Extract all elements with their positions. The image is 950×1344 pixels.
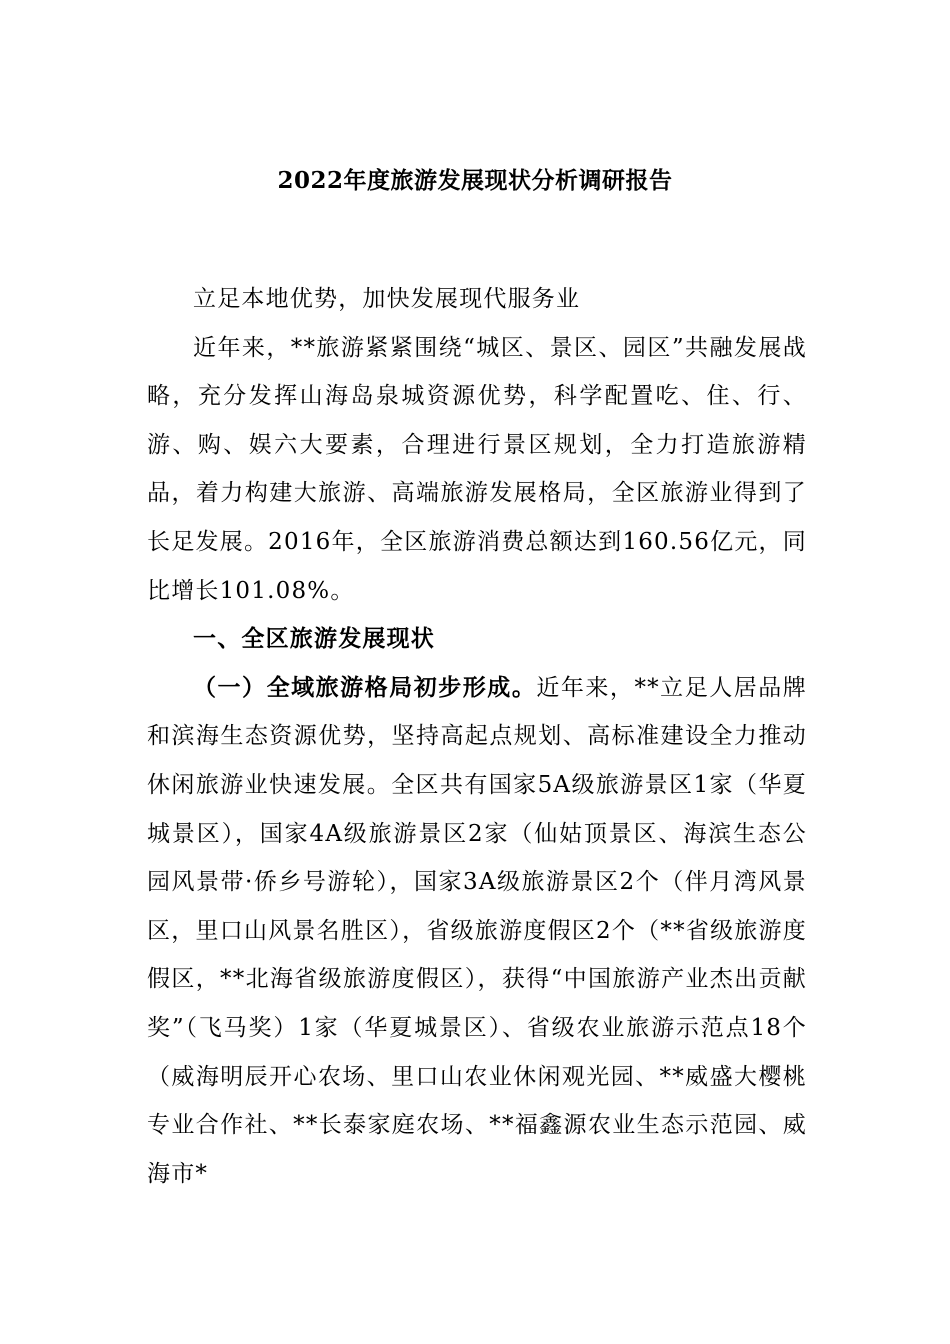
- document-body: [147, 275, 807, 1198]
- paragraph-text: 近年来，**立足人居品牌和滨海生态资源优势，坚持高起点规划、高标准建设全力推动休闲旅游业快速发展。全区共有国家5A级旅游景区1家（华夏城景区），国家4A级旅游景区2家（仙姑顶景区、海滨生态公园风景带·侨乡号游轮），国家3A级旅游景区2个（伴月湾风景区，里口山风景名胜区），省级旅游度假区2个（**省级旅游度假区，**北海省级旅游度假区），获得“中国旅游产业杰出贡献奖”（飞马奖）1家（华夏城景区）、省级农业旅游示范点18个（威海明辰开心农场、里口山农业休闲观光园、**威盛大樱桃专业合作社、**长泰家庭农场、**福鑫源农业生态示范园、威海市*: [147, 674, 807, 1187]
- paragraph-text: 近年来，**旅游紧紧围绕“城区、景区、园区”共融发展战略，充分发挥山海岛泉城资源优势，科学配置吃、住、行、游、购、娱六大要素，合理进行景区规划，全力打造旅游精品，着力构建大旅游、高端旅游发展格局，全区旅游业得到了长足发展。2016年，全区旅游消费总额达到160.56亿元，同比增长101.08%。: [147, 334, 807, 604]
- section-heading: [147, 615, 807, 664]
- subtitle-paragraph: [147, 275, 807, 324]
- intro-paragraph: [147, 324, 807, 616]
- document-title: 2022年度旅游发展现状分析调研报告: [277, 167, 673, 194]
- section-paragraph: [147, 664, 807, 1199]
- paragraph-text: 立足本地优势，加快发展现代服务业: [193, 286, 581, 312]
- heading-text: 一、全区旅游发展现状: [193, 625, 435, 653]
- paragraph-lead: （一）全域旅游格局初步形成。: [193, 673, 537, 701]
